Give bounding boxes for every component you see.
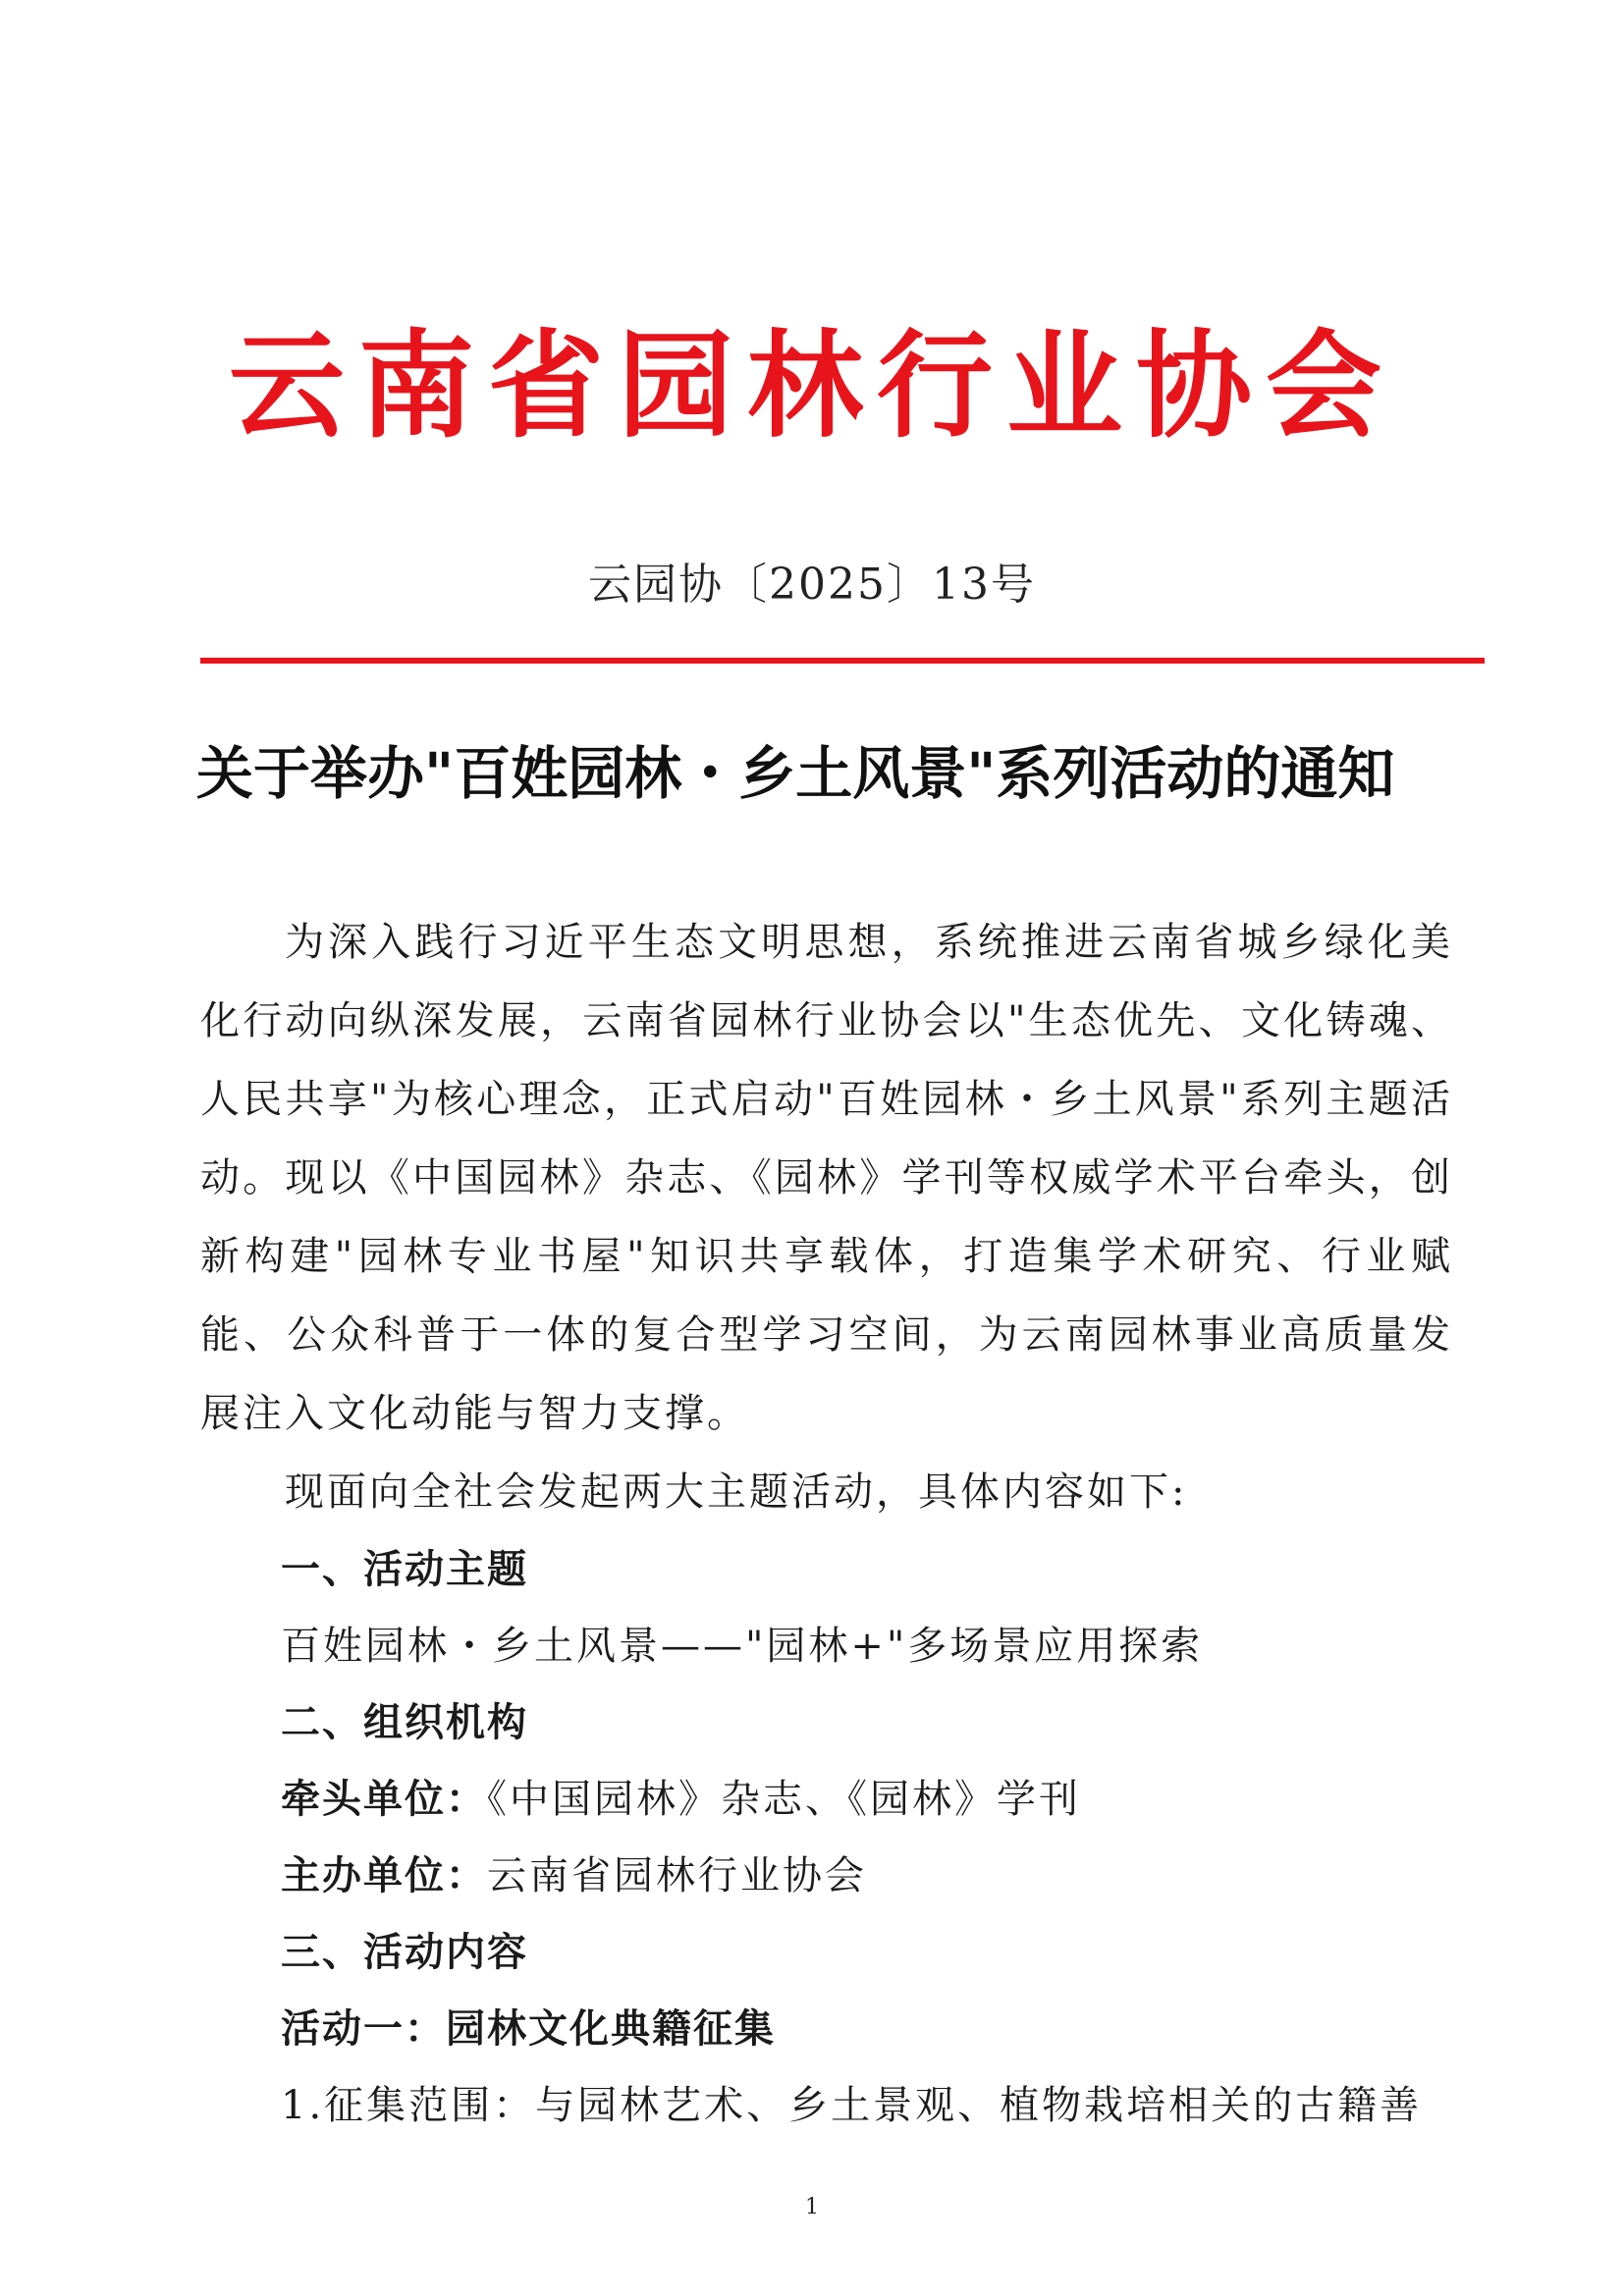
lead-paragraph: 现面向全社会发起两大主题活动，具体内容如下: (285, 1469, 1188, 1515)
host-unit-line (200, 1838, 1453, 1914)
section-heading-theme: 一、活动主题 (281, 1547, 528, 1592)
org-masthead-title: 云南省园林行业协会 (228, 318, 1395, 454)
notice-body (200, 903, 1453, 2144)
collection-scope-item: 1.征集范围：与园林艺术、乡土景观、植物栽培相关的古籍善 (281, 2083, 1423, 2128)
red-separator-rule (200, 658, 1485, 664)
section-heading-organization: 二、组织机构 (281, 1700, 528, 1745)
theme-text: 百姓园林・乡土风景——"园林+"多场景应用探索 (281, 1624, 1204, 1669)
lead-unit-label: 牵头单位： (281, 1777, 487, 1822)
intro-paragraph: 为深入践行习近平生态文明思想，系统推进云南省城乡绿化美化行动向纵深发展，云南省园林行业协会以"生态优先、文化铸魂、人民共享"为核心理念，正式启动"百姓园林・乡土风景"系列主题活动。现以《中国园林》杂志、《园林》学刊等权威学术平台牵头，创新构建"园林专业书屋"知识共享载体，打造集学术研究、行业赋能、公众科普于一体的复合型学习空间，为云南园林事业高质量发展注入文化动能与智力支撑。 (200, 920, 1453, 1436)
host-unit-label: 主办单位： (281, 1853, 487, 1898)
host-unit-value: 云南省园林行业协会 (487, 1853, 867, 1898)
notice-title: 关于举办"百姓园林・乡土风景"系列活动的通知 (196, 740, 1395, 807)
lead-unit-line (200, 1761, 1453, 1838)
lead-unit-value: 《中国园林》杂志、《园林》学刊 (487, 1777, 1081, 1822)
page-number: 1 (805, 2195, 819, 2219)
activity-one-heading: 活动一：园林文化典籍征集 (281, 2006, 776, 2052)
section-heading-content: 三、活动内容 (281, 1930, 528, 1975)
document-number: 云园协〔2025〕13号 (588, 560, 1036, 610)
